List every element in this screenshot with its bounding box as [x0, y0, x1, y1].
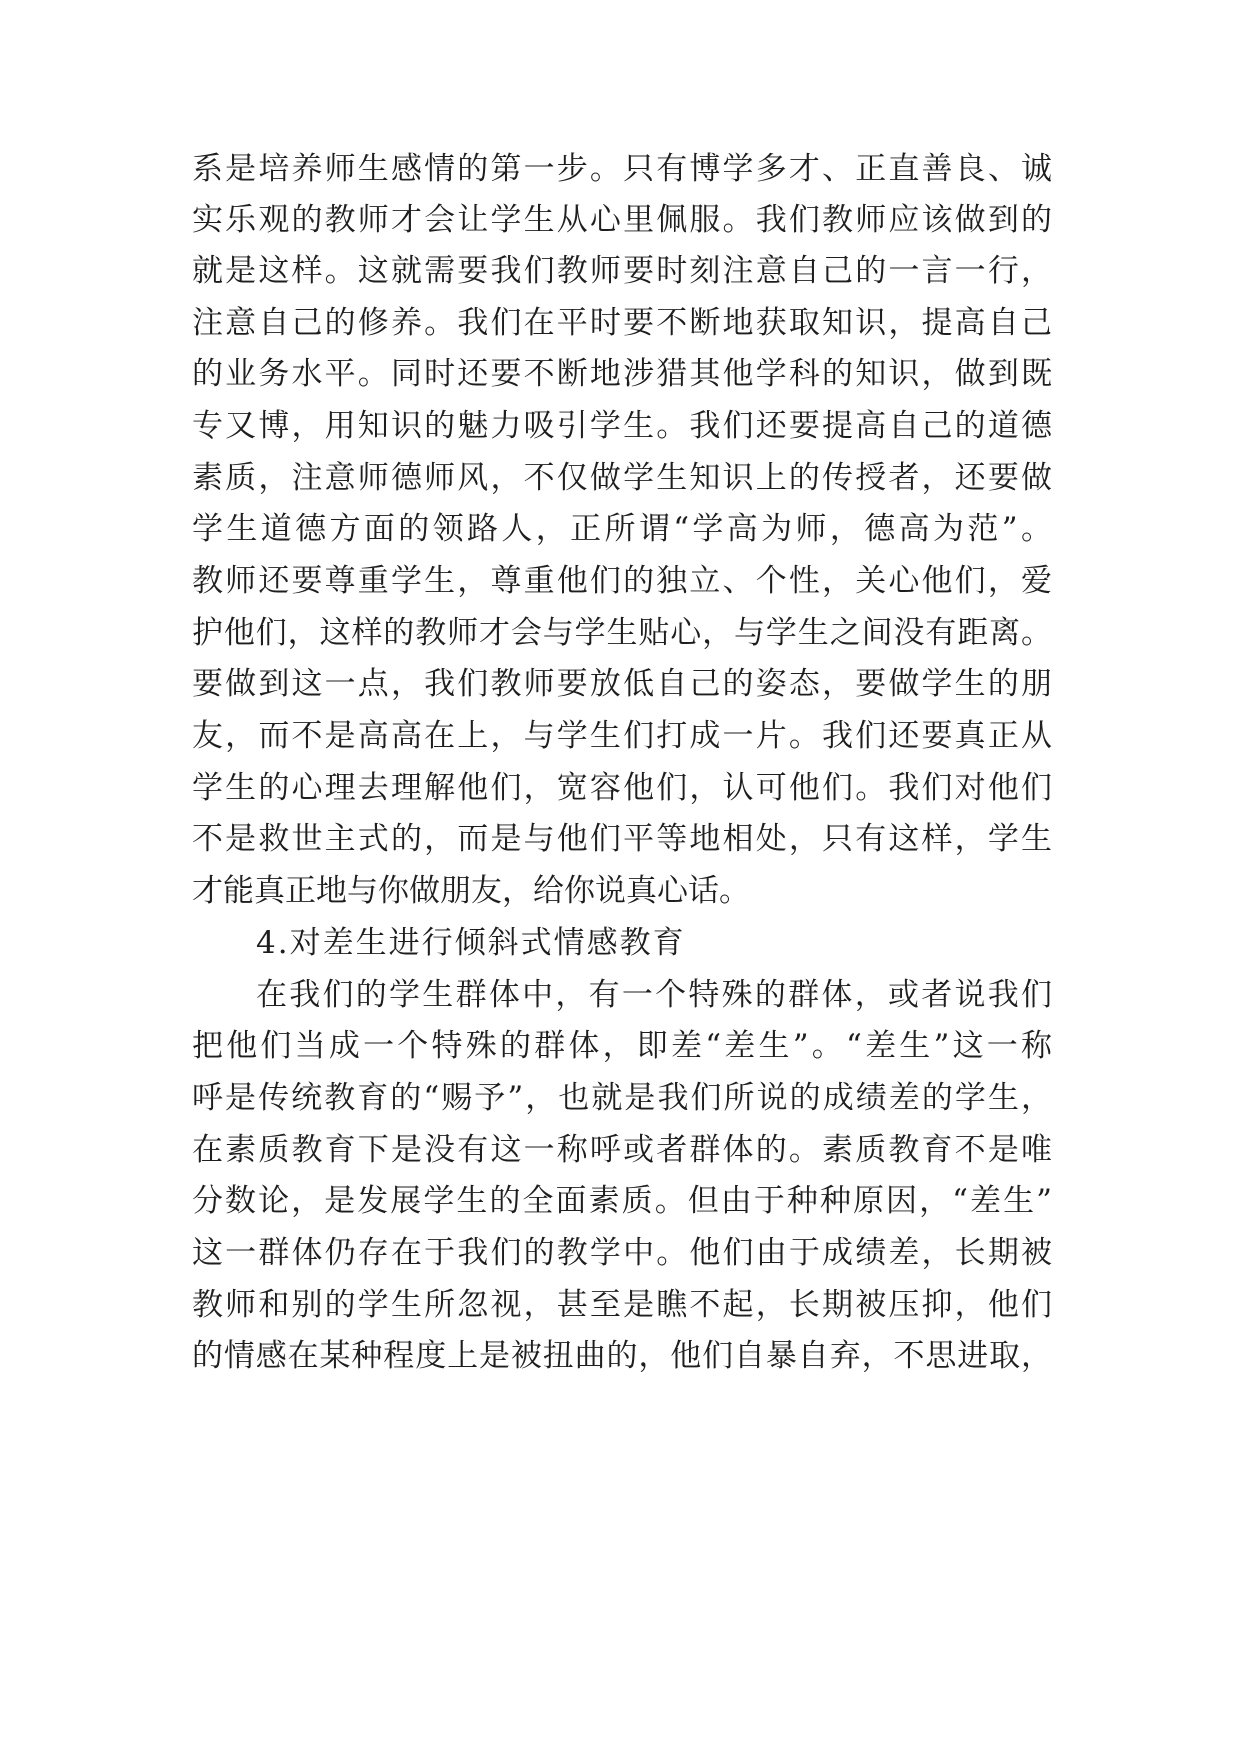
body-text-line: 素质，注意师德师风，不仅做学生知识上的传授者，还要做 [192, 460, 1052, 496]
paragraph-first-line: 在我们的学生群体中，有一个特殊的群体，或者说我们 [256, 977, 1052, 1013]
body-text-line: 的业务水平。同时还要不断地涉猎其他学科的知识，做到既 [192, 356, 1052, 392]
body-text-line: 护他们，这样的教师才会与学生贴心，与学生之间没有距离。 [192, 615, 1052, 651]
body-text-line: 学生道德方面的领路人，正所谓“学高为师，德高为范”。 [192, 511, 1052, 547]
body-text-line: 教师还要尊重学生，尊重他们的独立、个性，关心他们，爱 [192, 563, 1052, 599]
section-heading: 4.对差生进行倾斜式情感教育 [256, 925, 686, 961]
body-text-line: 友，而不是高高在上，与学生们打成一片。我们还要真正从 [192, 718, 1052, 754]
body-text-line: 实乐观的教师才会让学生从心里佩服。我们教师应该做到的 [192, 202, 1052, 238]
body-text-line: 教师和别的学生所忽视，甚至是瞧不起，长期被压抑，他们 [192, 1287, 1052, 1323]
body-text-line: 要做到这一点，我们教师要放低自己的姿态，要做学生的朋 [192, 666, 1052, 702]
body-text-line: 分数论，是发展学生的全面素质。但由于种种原因，“差生” [192, 1183, 1052, 1219]
body-text-line: 不是救世主式的，而是与他们平等地相处，只有这样，学生 [192, 821, 1052, 857]
body-text-line: 把他们当成一个特殊的群体，即差“差生”。“差生”这一称 [192, 1028, 1052, 1064]
body-text-line: 学生的心理去理解他们，宽容他们，认可他们。我们对他们 [192, 770, 1052, 806]
body-text-line: 这一群体仍存在于我们的教学中。他们由于成绩差，长期被 [192, 1235, 1052, 1271]
body-text-line: 专又博，用知识的魅力吸引学生。我们还要提高自己的道德 [192, 408, 1052, 444]
body-text-line: 系是培养师生感情的第一步。只有博学多才、正直善良、诚 [192, 151, 1052, 187]
body-text-line: 才能真正地与你做朋友，给你说真心话。 [192, 873, 750, 909]
body-text-line: 注意自己的修养。我们在平时要不断地获取知识，提高自己 [192, 305, 1052, 341]
body-text-line: 在素质教育下是没有这一称呼或者群体的。素质教育不是唯 [192, 1132, 1052, 1168]
body-text-line: 呼是传统教育的“赐予”，也就是我们所说的成绩差的学生， [192, 1080, 1052, 1116]
body-text-line: 就是这样。这就需要我们教师要时刻注意自己的一言一行， [192, 253, 1052, 289]
body-text-line: 的情感在某种程度上是被扭曲的，他们自暴自弃，不思进取， [192, 1338, 1052, 1374]
